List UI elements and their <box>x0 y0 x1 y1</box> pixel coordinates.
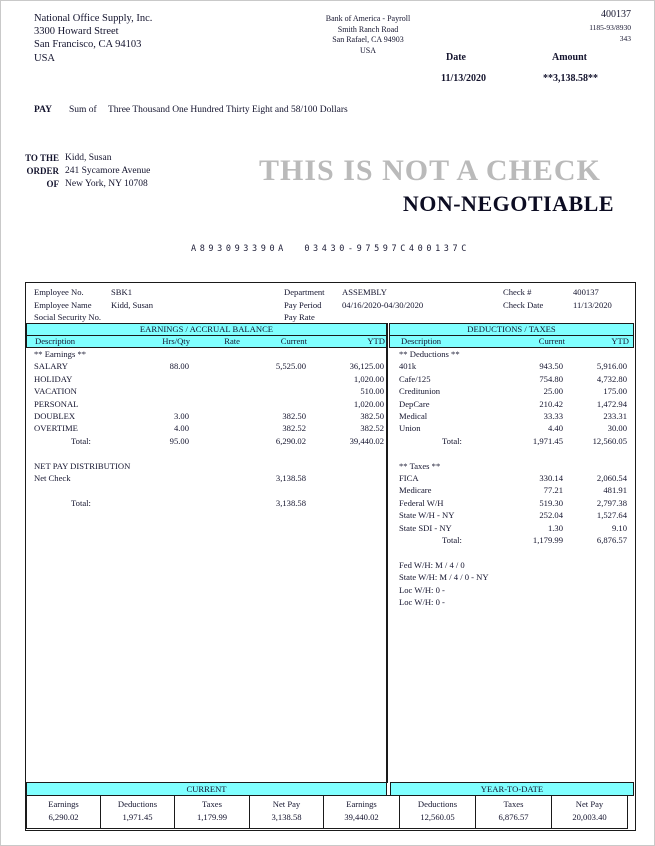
pay-period-value: 04/16/2020-04/30/2020 <box>342 299 424 310</box>
sum-of-label: Sum of <box>69 105 97 115</box>
withholding-note: State W/H: M / 4 / 0 - NY <box>399 572 489 583</box>
earnings-ytd <box>306 460 384 472</box>
summary-cell-value: 12,560.05 <box>420 812 455 822</box>
company-address-block <box>34 12 152 65</box>
department-value: ASSEMBLY <box>342 287 387 297</box>
earnings-ytd <box>306 348 384 360</box>
earnings-description: VACATION <box>34 386 77 397</box>
earnings-ytd: 510.00 <box>360 386 384 397</box>
earnings-rows <box>26 348 386 509</box>
earnings-description: PERSONAL <box>34 398 79 409</box>
deductions-current: 33.33 <box>543 411 563 422</box>
col-ytd: YTD <box>611 336 629 346</box>
deductions-ytd: 9.10 <box>611 522 627 533</box>
deductions-row <box>388 534 633 546</box>
earnings-rate <box>189 398 239 410</box>
earnings-description: Total: <box>71 497 91 508</box>
earnings-hrs-qty <box>141 472 189 484</box>
earnings-hrs-qty <box>141 348 189 360</box>
order-label-line3: OF <box>46 179 59 189</box>
earnings-current <box>239 385 306 397</box>
payee-address-block <box>65 152 150 191</box>
summary-cell-net-pay <box>551 795 628 829</box>
employee-name-value: Kidd, Susan <box>111 299 154 310</box>
company-city: San Francisco, CA 94103 <box>34 39 142 51</box>
earnings-rate <box>189 348 239 360</box>
bank-address-block <box>288 14 448 57</box>
amount-label: Amount <box>552 52 588 63</box>
deductions-description: Creditunion <box>399 386 441 397</box>
earnings-rate <box>189 373 239 385</box>
summary-cell-label: Earnings <box>346 799 377 809</box>
earnings-description: Net Check <box>34 473 71 484</box>
department-label: Department <box>284 287 325 297</box>
deductions-row <box>388 472 633 484</box>
earnings-row <box>26 422 386 434</box>
deductions-ytd: 481.91 <box>603 485 627 496</box>
earnings-ytd: 382.50 <box>360 411 384 422</box>
earnings-section-title: EARNINGS / ACCRUAL BALANCE <box>26 323 387 336</box>
amount-in-words: Three Thousand One Hundred Thirty Eight and 58/100 Dollars <box>108 105 348 115</box>
routing-fraction: 1185-93/8930 <box>589 22 631 32</box>
summary-cell-value: 6,290.02 <box>48 812 79 822</box>
deductions-rows <box>388 348 633 609</box>
employee-no-label: Employee No. <box>34 287 84 297</box>
earnings-current <box>239 373 306 385</box>
deductions-row <box>388 522 633 534</box>
deductions-row <box>388 509 633 521</box>
order-label-line1: TO THE <box>25 153 59 163</box>
earnings-description: Total: <box>71 435 91 446</box>
deductions-current: 1.30 <box>547 522 563 533</box>
earnings-description: OVERTIME <box>34 423 78 434</box>
check-number-block <box>431 8 631 45</box>
deductions-section-title: DEDUCTIONS / TAXES <box>389 323 634 336</box>
earnings-current: 382.50 <box>282 411 306 422</box>
summary-cell-deductions <box>100 795 175 829</box>
employee-name-label: Employee Name <box>34 299 92 310</box>
deductions-current: 210.42 <box>539 398 563 409</box>
col-description: Description <box>35 336 76 346</box>
earnings-row <box>26 460 386 472</box>
deductions-row <box>388 497 633 509</box>
deductions-row <box>388 348 633 360</box>
deductions-ytd <box>563 460 627 472</box>
earnings-rate <box>189 360 239 372</box>
earnings-row <box>26 348 386 360</box>
earnings-current: 382.52 <box>282 423 306 434</box>
pay-rate-label: Pay Rate <box>284 312 315 322</box>
deductions-row <box>388 360 633 372</box>
deductions-current: 1,179.99 <box>532 535 563 546</box>
bank-name: Bank of America - Payroll <box>325 14 411 23</box>
summary-cell-deductions <box>399 795 476 829</box>
col-description: Description <box>401 336 442 346</box>
ytd-summary-title: YEAR-TO-DATE <box>390 782 634 796</box>
earnings-hrs-qty: 88.00 <box>169 361 189 372</box>
current-summary-title: CURRENT <box>26 782 387 796</box>
deductions-description: FICA <box>399 473 419 484</box>
earnings-ytd: 1,020.00 <box>353 373 384 384</box>
earnings-rate <box>189 422 239 434</box>
deductions-current <box>488 348 563 360</box>
earnings-ytd <box>306 497 384 509</box>
earnings-hrs-qty <box>141 385 189 397</box>
deductions-ytd <box>563 348 627 360</box>
earnings-rate <box>189 385 239 397</box>
summary-cell-value: 6,876.57 <box>498 812 529 822</box>
ssn-label: Social Security No. <box>34 312 102 322</box>
branch-number: 343 <box>619 34 631 43</box>
employee-info-row <box>26 299 635 312</box>
bank-country: USA <box>359 46 376 56</box>
company-country: USA <box>34 52 56 64</box>
check-amount-value: **3,138.58** <box>543 73 598 84</box>
earnings-row <box>26 472 386 484</box>
deductions-row <box>388 460 633 472</box>
deductions-description: State W/H - NY <box>399 510 455 521</box>
earnings-ytd: 382.52 <box>360 423 384 434</box>
summary-cell-net-pay <box>249 795 324 829</box>
earnings-current: 5,525.00 <box>275 361 306 372</box>
deductions-ytd: 4,732.80 <box>596 373 627 384</box>
company-street: 3300 Howard Street <box>34 26 119 38</box>
summary-cell-value: 1,971.45 <box>122 812 153 822</box>
bank-city: San Rafael, CA 94903 <box>332 35 404 45</box>
employee-info-row <box>26 311 635 324</box>
deductions-column-headers <box>389 335 634 348</box>
withholding-note-row <box>388 571 633 583</box>
deductions-blank-row <box>388 547 633 559</box>
withholding-note-row <box>388 559 633 571</box>
earnings-ytd: 39,440.02 <box>349 435 384 446</box>
earnings-row <box>26 360 386 372</box>
pay-stub-table <box>25 282 636 831</box>
deductions-description: Union <box>399 423 421 434</box>
summary-cell-value: 1,179.99 <box>196 812 228 822</box>
earnings-ytd <box>306 472 384 484</box>
deductions-row <box>388 422 633 434</box>
summary-cell-taxes <box>174 795 250 829</box>
summary-cell-earnings <box>323 795 400 829</box>
deductions-description: State SDI - NY <box>399 522 452 533</box>
earnings-rate <box>189 497 239 509</box>
earnings-row <box>26 398 386 410</box>
earnings-hrs-qty: 3.00 <box>173 411 189 422</box>
deductions-description: ** Taxes ** <box>399 460 441 471</box>
summary-cell-earnings <box>26 795 101 829</box>
col-hrs-qty: Hrs/Qty <box>162 336 190 346</box>
earnings-rate <box>189 472 239 484</box>
deductions-ytd: 12,560.05 <box>592 435 627 446</box>
check-date-value: 11/13/2020 <box>441 73 487 84</box>
earnings-current: 3,138.58 <box>275 473 306 484</box>
deductions-row <box>388 373 633 385</box>
deductions-row <box>388 398 633 410</box>
earnings-description: ** Earnings ** <box>34 349 87 359</box>
deductions-current: 754.80 <box>539 373 563 384</box>
date-label: Date <box>446 52 466 63</box>
not-a-check-watermark: THIS IS NOT A CHECK <box>259 154 601 187</box>
earnings-current: 6,290.02 <box>275 435 306 446</box>
deductions-row <box>388 435 633 447</box>
earnings-rate <box>189 410 239 422</box>
earnings-hrs-qty <box>141 398 189 410</box>
earnings-column-headers <box>26 335 387 348</box>
earnings-row <box>26 497 386 509</box>
earnings-current <box>239 348 306 360</box>
earnings-description: DOUBLEX <box>34 411 76 422</box>
check-no-label: Check # <box>503 287 532 297</box>
earnings-blank-row <box>26 484 386 496</box>
deductions-description: 401k <box>399 361 417 372</box>
deductions-description: Total: <box>442 435 462 446</box>
deductions-description: Total: <box>442 535 462 546</box>
earnings-row <box>26 410 386 422</box>
deductions-current: 519.30 <box>539 497 563 508</box>
earnings-rate <box>189 460 239 472</box>
earnings-rate <box>189 435 239 447</box>
deductions-ytd: 233.31 <box>603 411 627 422</box>
bank-street: Smith Ranch Road <box>337 24 399 34</box>
micr-line: A893093390A 03430-97597C400137C <box>191 244 470 254</box>
deductions-description: Federal W/H <box>399 497 444 508</box>
deductions-current: 943.50 <box>539 361 563 372</box>
earnings-row <box>26 373 386 385</box>
summary-cell-taxes <box>475 795 552 829</box>
check-date-label: Check Date <box>503 299 544 310</box>
deductions-blank-row <box>388 447 633 459</box>
earnings-ytd: 36,125.00 <box>349 361 384 372</box>
deductions-ytd: 30.00 <box>607 423 627 434</box>
deductions-row <box>388 385 633 397</box>
earnings-ytd: 1,020.00 <box>353 398 384 409</box>
summary-cell-label: Net Pay <box>272 799 301 809</box>
summary-cell-label: Taxes <box>202 799 222 809</box>
summary-cell-label: Taxes <box>503 799 524 809</box>
deductions-current: 77.21 <box>543 485 563 496</box>
deductions-ytd: 2,797.38 <box>596 497 627 508</box>
col-rate: Rate <box>224 336 240 346</box>
withholding-note: Loc W/H: 0 - <box>399 597 445 608</box>
earnings-hrs-qty <box>141 497 189 509</box>
payee-street: 241 Sycamore Avenue <box>65 166 151 176</box>
earnings-hrs-qty <box>141 373 189 385</box>
earnings-hrs-qty: 95.00 <box>169 435 189 446</box>
deductions-ytd: 1,527.64 <box>596 510 627 521</box>
deductions-current: 330.14 <box>539 473 563 484</box>
check-no-value: 400137 <box>573 287 599 297</box>
earnings-current <box>239 398 306 410</box>
deductions-ytd: 175.00 <box>603 386 627 397</box>
summary-cell-label: Net Pay <box>575 799 604 809</box>
col-ytd: YTD <box>367 336 385 346</box>
col-current: Current <box>280 336 307 346</box>
earnings-description: HOLIDAY <box>34 373 73 384</box>
summary-cell-value: 39,440.02 <box>344 812 379 822</box>
payee-name: Kidd, Susan <box>65 153 112 163</box>
deductions-ytd: 1,472.94 <box>596 398 627 409</box>
deductions-current <box>488 460 563 472</box>
deductions-ytd: 2,060.54 <box>596 473 627 484</box>
summary-cell-label: Earnings <box>48 799 79 809</box>
withholding-note-row <box>388 596 633 608</box>
pay-period-label: Pay Period <box>284 299 322 310</box>
earnings-row <box>26 435 386 447</box>
deductions-description: DepCare <box>399 398 430 409</box>
earnings-hrs-qty: 4.00 <box>173 423 189 434</box>
deductions-ytd: 6,876.57 <box>596 535 627 546</box>
earnings-description: SALARY <box>34 361 68 372</box>
payee-city: New York, NY 10708 <box>65 179 148 189</box>
deductions-current: 1,971.45 <box>532 435 563 446</box>
deductions-description: Medical <box>399 411 428 422</box>
summary-cell-value: 3,138.58 <box>271 812 302 822</box>
deductions-current: 252.04 <box>539 510 563 521</box>
withholding-note-row <box>388 584 633 596</box>
check-number: 400137 <box>601 9 631 20</box>
deductions-current: 25.00 <box>543 386 563 397</box>
non-negotiable-text: NON-NEGOTIABLE <box>402 191 614 216</box>
summary-cell-value: 20,003.40 <box>572 812 607 822</box>
col-current: Current <box>538 336 565 346</box>
earnings-description: NET PAY DISTRIBUTION <box>34 460 131 471</box>
summary-cells-row <box>26 795 635 829</box>
earnings-blank-row <box>26 447 386 459</box>
company-name: National Office Supply, Inc. <box>34 13 153 24</box>
withholding-note: Loc W/H: 0 - <box>399 584 445 595</box>
deductions-description: Medicare <box>399 485 432 496</box>
summary-cell-label: Deductions <box>417 799 458 809</box>
deductions-current: 4.40 <box>547 423 563 434</box>
earnings-current <box>239 460 306 472</box>
deductions-row <box>388 484 633 496</box>
check-date-value: 11/13/2020 <box>573 299 612 310</box>
deductions-row <box>388 410 633 422</box>
earnings-row <box>26 385 386 397</box>
earnings-hrs-qty <box>141 460 189 472</box>
order-of-label <box>15 152 59 191</box>
earnings-current: 3,138.58 <box>275 497 306 508</box>
employee-no-value: SBK1 <box>111 287 133 297</box>
deductions-description: Cafe/125 <box>399 373 431 384</box>
deductions-ytd: 5,916.00 <box>596 361 627 372</box>
pay-label: PAY <box>34 105 52 115</box>
withholding-note: Fed W/H: M / 4 / 0 <box>399 559 465 570</box>
employee-info-row <box>26 286 635 299</box>
summary-cell-label: Deductions <box>117 799 158 809</box>
order-label-line2: ORDER <box>26 166 59 176</box>
deductions-description: ** Deductions ** <box>399 349 460 359</box>
